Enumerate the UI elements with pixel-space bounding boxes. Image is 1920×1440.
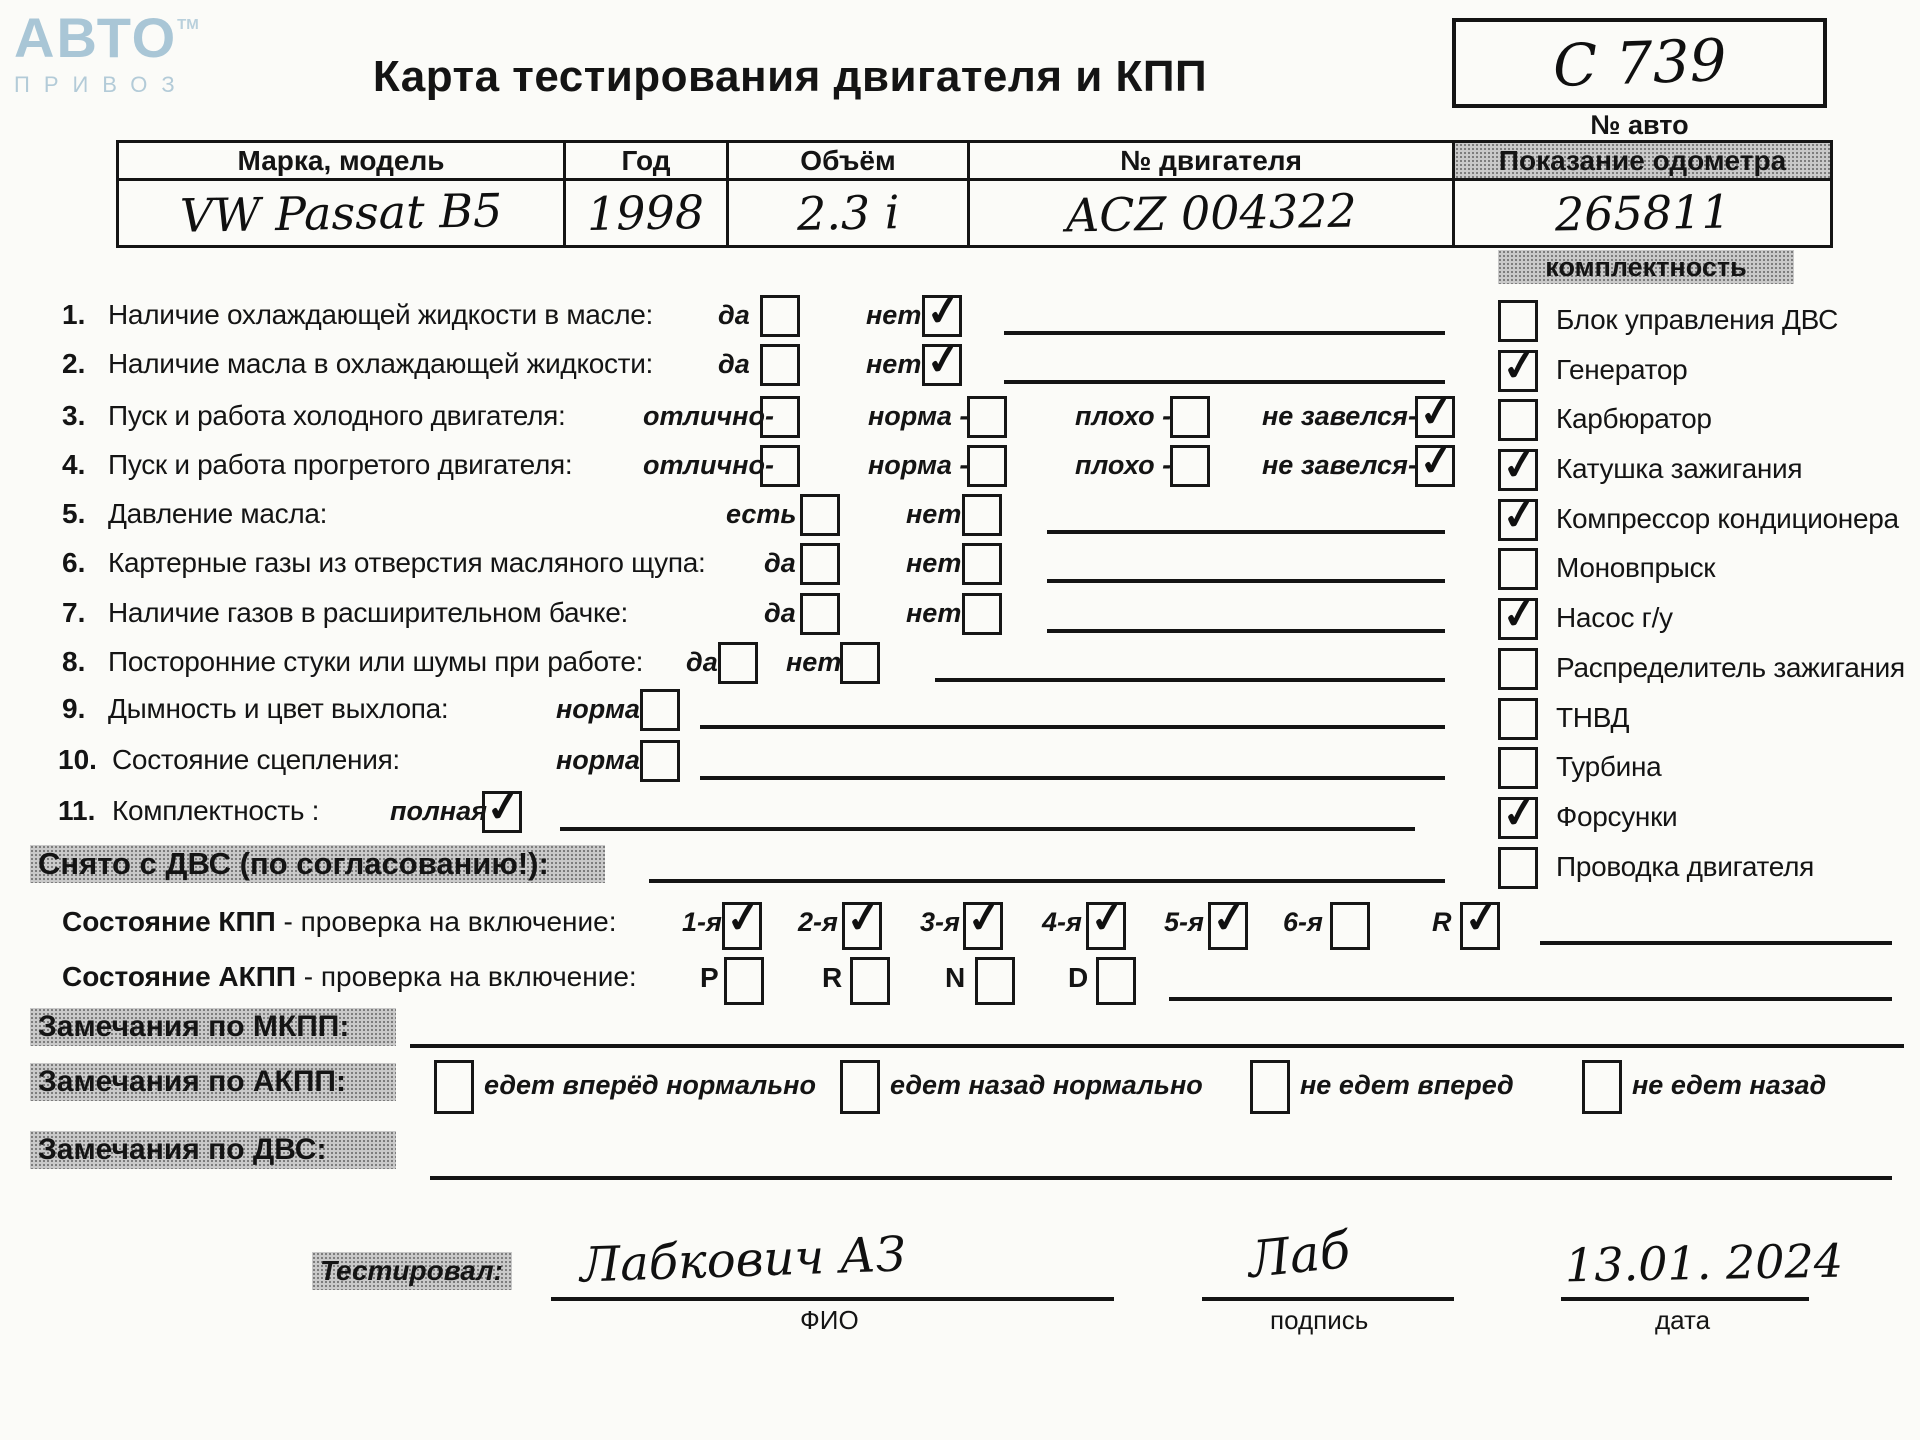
akpp-label-n: N [945,962,966,993]
checkmark: ✓ [1087,891,1129,944]
checkmark: ✓ [1499,438,1541,491]
checkbox-gear-6[interactable] [1330,902,1370,950]
checkmark: ✓ [1499,339,1541,392]
col-header-engine-number: № двигателя [970,143,1455,181]
checkbox[interactable] [1498,488,1541,541]
equipment-label: Блок управления ДВС [1556,304,1839,335]
signature-line[interactable] [1202,1297,1454,1301]
checkbox-gear-4[interactable] [1086,891,1129,950]
equipment-row [0,298,1920,344]
checkbox[interactable] [1498,438,1541,491]
option-label-norma: норма - [868,401,969,431]
item-label: Посторонние стуки или шумы при работе: [108,646,644,677]
equipment-label: Карбюратор [1556,403,1712,434]
cell-engine-number[interactable] [970,181,1455,245]
akpp-label [62,961,637,993]
checkmark: ✓ [1461,891,1503,944]
akpp-label-d: D [1068,962,1089,993]
checkbox[interactable] [1498,548,1538,590]
checkbox[interactable] [1498,648,1538,690]
checkbox-gear-r[interactable] [1460,891,1503,950]
item-number: 2. [62,348,86,379]
remarks-akpp-header: Замечания по АКПП: [30,1063,396,1101]
item-label: Наличие охлаждающей жидкости в масле: [108,299,654,330]
equipment-row [0,339,1920,394]
logo-avto-text [14,6,199,69]
logo-word: АВТО [14,6,178,69]
checkbox-drives-forward[interactable] [434,1060,474,1114]
form-title: Карта тестирования двигателя и КПП [372,52,1208,101]
checkbox[interactable] [1498,747,1538,789]
equipment-row [0,438,1920,493]
col-header-year: Год [566,143,729,181]
vehicle-table [116,140,1833,248]
checkbox[interactable] [1498,587,1541,640]
item-number: 7. [62,597,86,628]
item-number: 9. [62,693,86,724]
checkbox-gear-5[interactable] [1208,891,1251,950]
item-label: Давление масла: [108,498,328,529]
checkbox[interactable] [1498,698,1538,740]
checkbox[interactable] [1498,786,1541,839]
removed-section-header: Снято с ДВС (по согласованию!): [30,845,605,883]
kpp-label-rest: - проверка на включение: [275,906,617,937]
col-header-volume: Объём [729,143,970,181]
kpp-label-bold: Состояние КПП [62,906,276,937]
item-number: 10. [58,744,97,775]
fill-line[interactable] [649,879,1445,883]
option-label-ploho: плохо - [1075,450,1172,480]
date-handwriting: 13.01. 2024 [1564,1233,1844,1293]
checkmark: ✓ [1416,434,1458,487]
checkbox-r[interactable] [850,957,890,1005]
checkbox-gear-3[interactable] [963,891,1006,950]
checkbox[interactable] [1498,339,1541,392]
cell-volume[interactable] [729,181,970,245]
make-model-value: VW Passat B5 [179,183,503,243]
checkmark: ✓ [483,780,525,833]
gear-label-6: 6-я [1283,907,1323,937]
option-label-polnaya: полная [390,796,488,826]
fill-line[interactable] [430,1176,1892,1180]
remarks-mkpp-header: Замечания по МКПП: [30,1008,396,1046]
gear-label-3: 3-я [920,907,960,937]
logo-privoz-text: ПРИВОЗ [14,72,189,97]
equipment-label: Генератор [1556,354,1688,385]
item-number: 11. [58,795,96,826]
checkbox[interactable] [1498,300,1538,342]
fill-line[interactable] [410,1044,1904,1048]
item-number: 4. [62,449,86,480]
date-line[interactable] [1561,1297,1809,1301]
cell-year[interactable] [566,181,729,245]
remark-option-label: не едет назад [1632,1070,1827,1100]
item-label: Картерные газы из отверстия масляного щупа: [108,547,706,578]
checkmark: ✓ [923,284,965,337]
equipment-row [0,397,1920,443]
checkbox[interactable] [1498,399,1538,441]
option-label-net: нет [906,548,962,578]
equipment-row [0,696,1920,742]
checkmark: ✓ [1499,488,1541,541]
checkmark: ✓ [1499,786,1541,839]
kpp-row [0,891,1920,946]
kpp-label [62,906,616,938]
item-label: Пуск и работа холодного двигателя: [108,400,566,431]
option-label-ne-zavelsya: не завелся- [1262,450,1417,480]
volume-value: 2.3 i [796,185,900,241]
option-label-norma: норма [556,694,640,724]
col-header-make-model: Марка, модель [119,143,566,181]
item-number: 1. [62,299,86,330]
remarks-akpp-options [0,1058,1920,1114]
option-label-da: да [718,349,750,379]
equipment-section-header: комплектность [1498,250,1794,284]
equipment-row [0,786,1920,841]
item-label: Наличие масла в охлаждающей жидкости: [108,348,654,379]
option-label-net: нет [866,300,922,330]
item-label: Состояние сцепления: [112,744,400,775]
equipment-row [0,745,1920,791]
odometer-value: 265811 [1554,184,1731,242]
checkbox-gear-1[interactable] [722,891,765,950]
item-number: 3. [62,400,86,431]
logo-tm-mark: TM [177,16,199,33]
cell-make-model[interactable] [119,181,566,245]
remark-option-label: не едет вперед [1300,1070,1514,1100]
equipment-label: Турбина [1556,751,1662,782]
checkbox[interactable] [1498,847,1538,889]
tested-by-label: Тестировал: [312,1252,512,1290]
col-header-odometer: Показание одометра [1455,143,1830,181]
car-number-box[interactable] [1452,18,1827,108]
option-label-da: да [764,548,796,578]
checkbox-n[interactable] [975,957,1015,1005]
name-line[interactable] [551,1297,1114,1301]
akpp-row [0,955,1920,1001]
option-label-ne-zavelsya: не завелся- [1262,401,1417,431]
option-label-norma: норма [556,745,640,775]
gear-label-1: 1-я [682,907,722,937]
option-label-net: нет [866,349,922,379]
gear-label-5: 5-я [1164,907,1204,937]
equipment-row [0,587,1920,642]
name-caption: ФИО [800,1305,859,1335]
item-label: Пуск и работа прогретого двигателя: [108,449,573,480]
checkbox-no-forward[interactable] [1250,1060,1290,1114]
fill-line[interactable] [1169,997,1892,1001]
checkmark: ✓ [843,891,885,944]
equipment-label: Распределитель зажигания [1556,652,1905,683]
equipment-label: Форсунки [1556,801,1678,832]
equipment-row [0,646,1920,692]
remark-option-label: едет назад нормально [890,1070,1203,1100]
fill-line[interactable] [1540,941,1892,945]
item-label: Дымность и цвет выхлопа: [108,693,449,724]
item-number: 5. [62,498,86,529]
equipment-label: Катушка зажигания [1556,453,1803,484]
equipment-label: ТНВД [1556,702,1630,733]
logo [14,6,199,98]
equipment-row [0,488,1920,543]
date-caption: дата [1655,1305,1711,1335]
checkbox-drives-backward[interactable] [840,1060,880,1114]
equipment-label: Моновпрыск [1556,552,1716,583]
car-number-label: № авто [1590,110,1689,140]
remark-option-label: едет вперёд нормально [484,1070,816,1100]
akpp-label-bold: Состояние АКПП [62,961,296,992]
option-label-otlichno: отлично- [643,450,774,480]
remarks-dvs-header: Замечания по ДВС: [30,1131,396,1169]
engine-number-value: ACZ 004322 [1065,183,1357,243]
option-label-da: да [764,598,796,628]
option-label-net: нет [906,499,962,529]
option-label-net: нет [906,598,962,628]
checkbox-d[interactable] [1096,957,1136,1005]
car-number-value: C 739 [1551,25,1728,101]
item-number: 8. [62,646,86,677]
checkmark: ✓ [1416,385,1458,438]
cell-odometer[interactable] [1455,181,1830,245]
option-label-otlichno: отлично- [643,401,774,431]
checkmark: ✓ [723,891,765,944]
option-label-net: нет [786,647,842,677]
checkbox-gear-2[interactable] [842,891,885,950]
signature-caption: подпись [1270,1305,1369,1335]
equipment-label: Компрессор кондиционера [1556,503,1899,534]
year-value: 1998 [586,184,705,242]
option-label-norma: норма - [868,450,969,480]
checkmark: ✓ [923,333,965,386]
item-label: Комплектность : [112,795,320,826]
akpp-label-r: R [822,962,843,993]
akpp-label-p: P [700,962,719,993]
gear-label-4: 4-я [1042,907,1082,937]
checkbox-no-backward[interactable] [1582,1060,1622,1114]
gear-label-2: 2-я [798,907,838,937]
equipment-row [0,546,1920,592]
option-label-da: да [718,300,750,330]
gear-label-r: R [1432,907,1452,937]
equipment-label: Насос г/у [1556,602,1673,633]
option-label-da: да [686,647,718,677]
checkmark: ✓ [1499,587,1541,640]
akpp-label-rest: - проверка на включение: [295,961,637,992]
option-label-est: есть [726,499,797,529]
checkbox-p[interactable] [724,957,764,1005]
signature-handwriting: Лаб [1245,1220,1353,1290]
checkmark: ✓ [1209,891,1251,944]
item-label: Наличие газов в расширительном бачке: [108,597,628,628]
item-number: 6. [62,547,86,578]
tester-name-handwriting: Лабкович АЗ [579,1226,907,1294]
option-label-ploho: плохо - [1075,401,1172,431]
checkmark: ✓ [964,891,1006,944]
equipment-label: Проводка двигателя [1556,851,1815,882]
